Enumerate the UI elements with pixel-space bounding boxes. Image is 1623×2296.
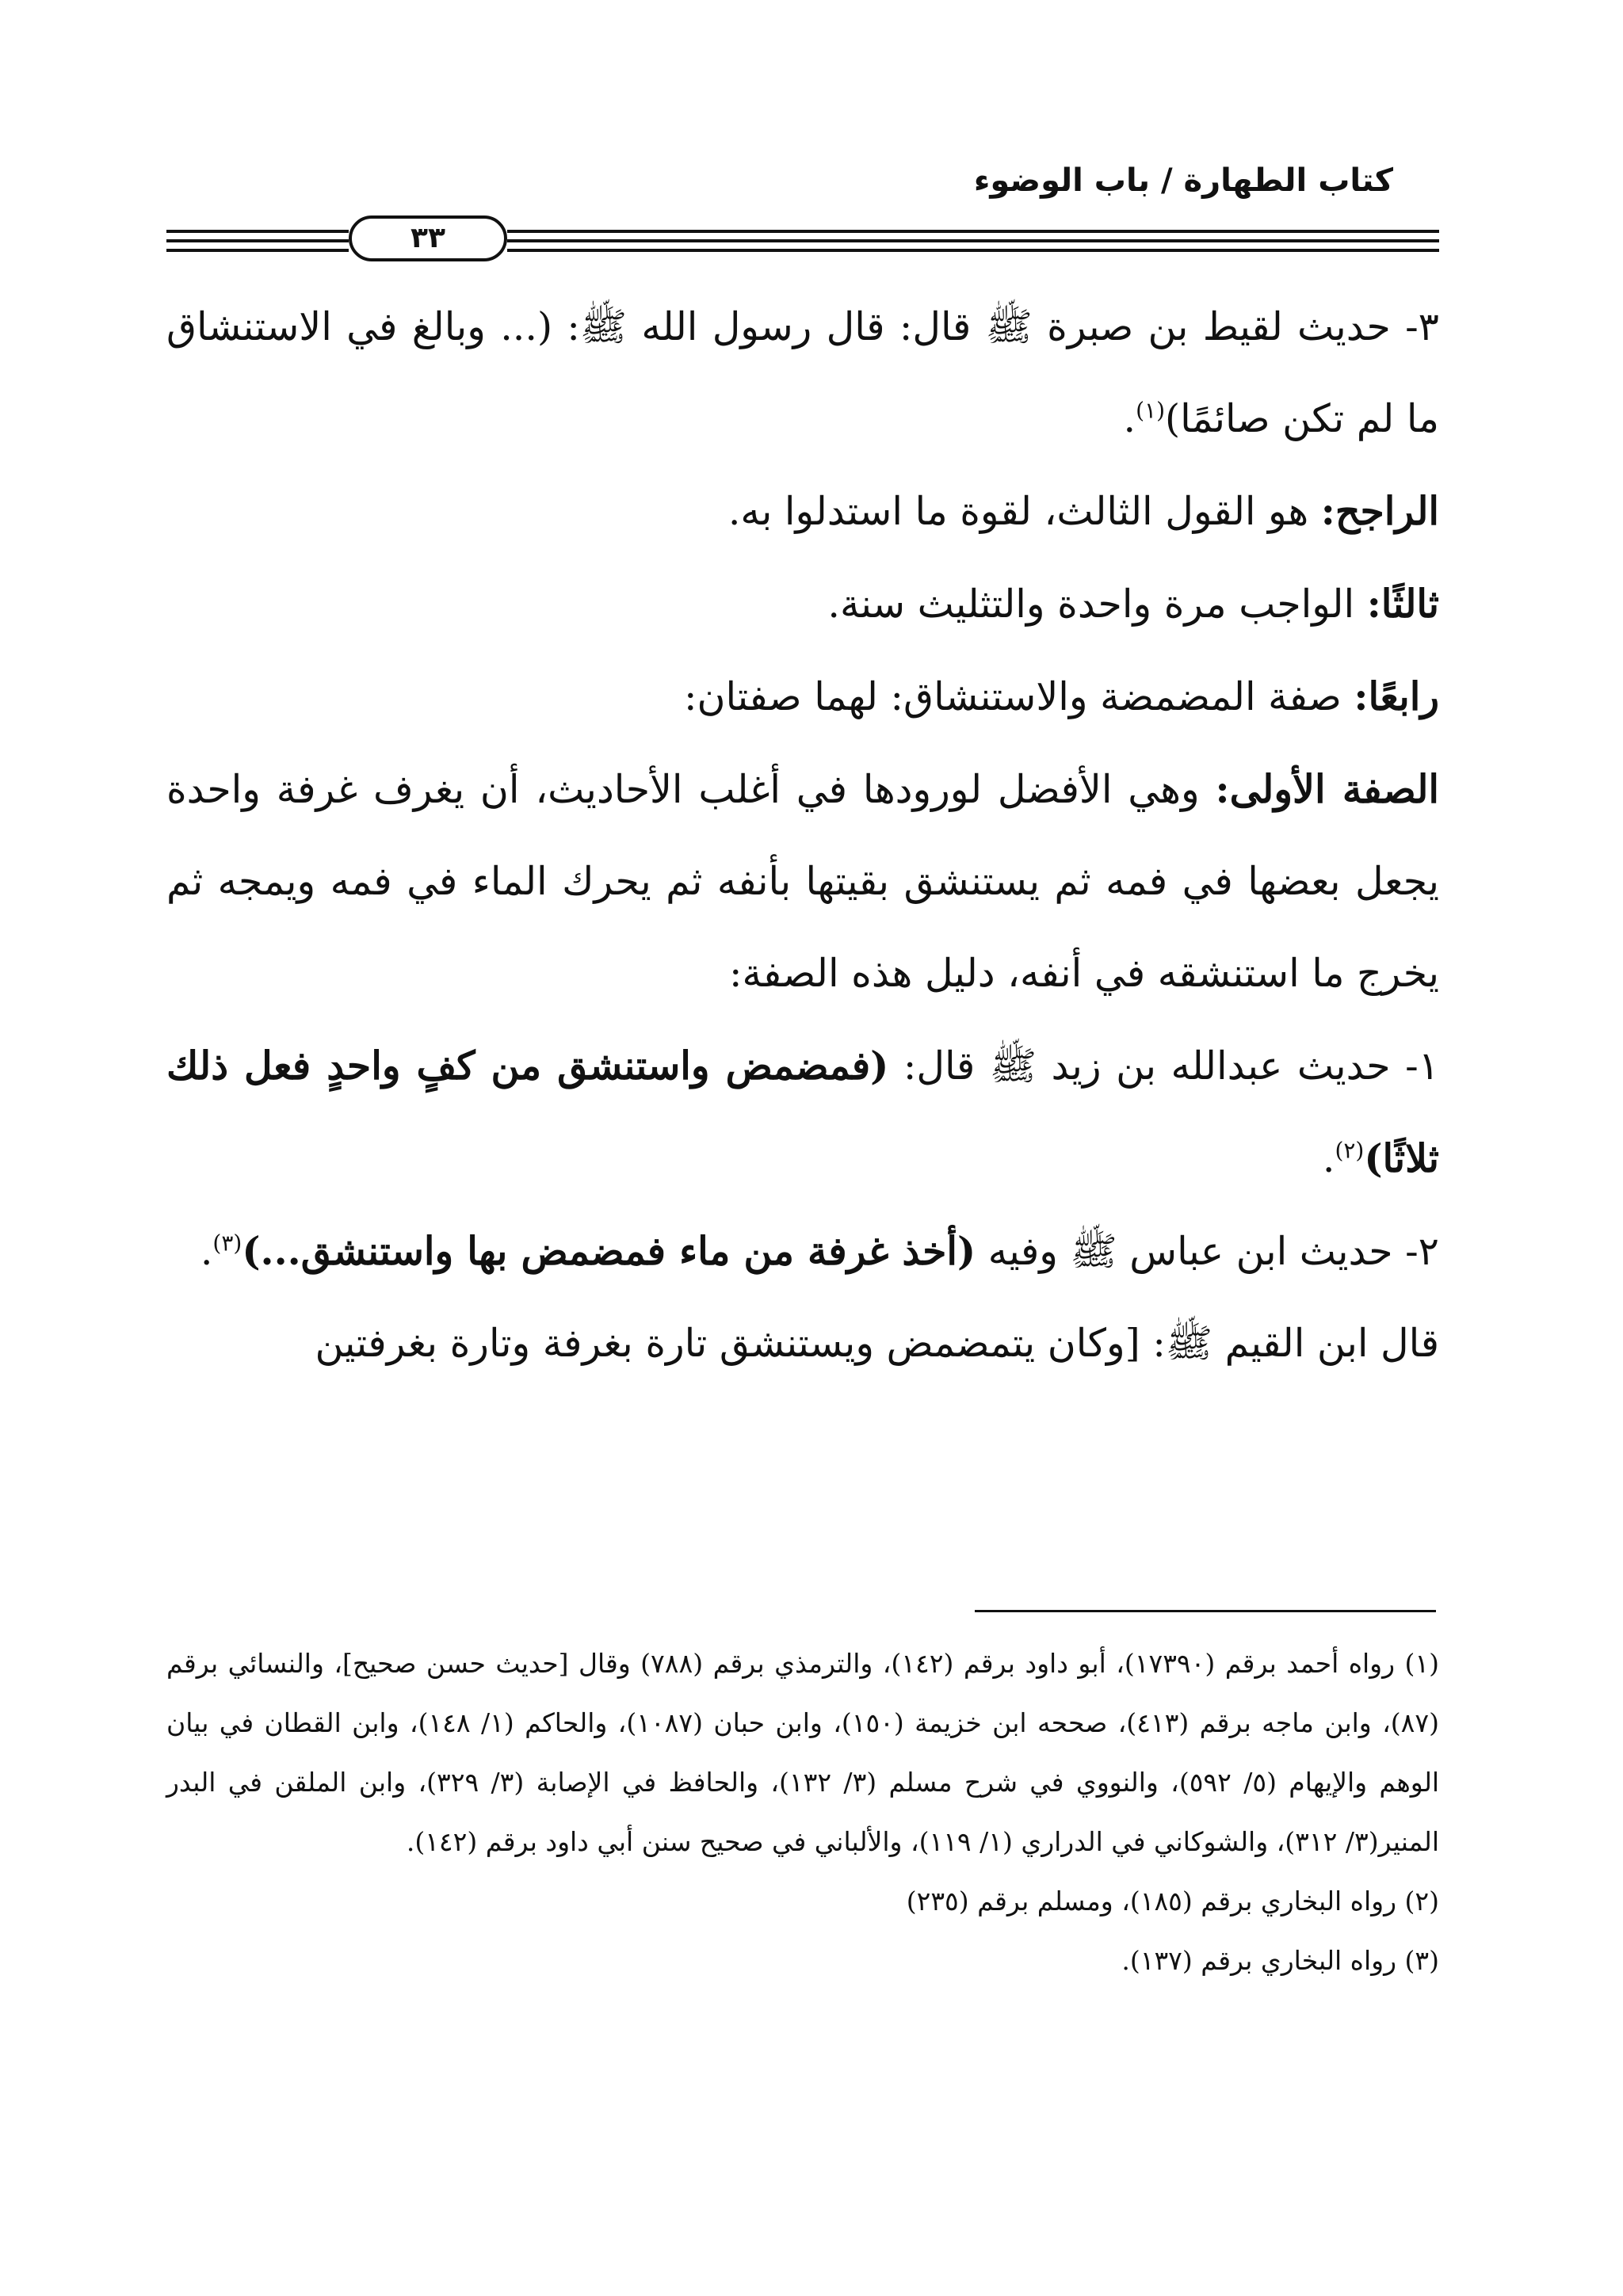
running-title: كتاب الطهارة / باب الوضوء <box>973 162 1393 199</box>
hadith-quote: (أخذ غرفة من ماء فمضمض بها واستنشق...) <box>242 1228 976 1274</box>
paragraph-rajih <box>166 465 1439 558</box>
rule-line <box>507 239 1439 242</box>
punctuation: . <box>200 1229 213 1274</box>
paragraph-hadith-abdullah <box>166 1020 1439 1205</box>
footnote-ref[interactable]: (٣) <box>212 1230 242 1257</box>
paragraph-rabian <box>166 650 1439 743</box>
footnote-2: (٢) رواه البخاري برقم (١٨٥)، ومسلم برقم (٢٣٥) <box>906 1886 1439 1917</box>
rule-line <box>166 239 349 242</box>
footnote-ref[interactable]: (٢) <box>1335 1137 1365 1164</box>
footnote-ref[interactable]: (١) <box>1136 397 1165 424</box>
footnote-3: (٣) رواه البخاري برقم (١٣٧). <box>1121 1945 1439 1976</box>
paragraph-ibn-qayyim: قال ابن القيم ﷺ: [وكان يتمضمض ويستنشق تارة بغرفة وتارة بغرفتين <box>315 1321 1439 1366</box>
rule-line <box>507 230 1439 233</box>
paragraph-text: هو القول الثالث، لقوة ما استدلوا به. <box>727 489 1321 534</box>
punctuation: . <box>1322 1136 1335 1181</box>
rule-line <box>166 230 349 233</box>
paragraph-text: وهي الأفضل لورودها في أغلب الأحاديث، أن يغرف غرفة واحدة يجعل بعضها في فمه ثم يستنشق بقيتها بأنفه ثم يحرك الماء في فمه ويمجه ثم يخرج ما استنشقه في أنفه، دليل هذه الصفة: <box>166 767 1439 996</box>
lead-term: الراجح: <box>1320 488 1439 534</box>
lead-term: ثالثًا: <box>1366 581 1439 627</box>
lead-term: الصفة الأولى: <box>1215 766 1439 812</box>
paragraph-hadith-laqit <box>166 281 1439 465</box>
paragraph-text: ١- حديث عبدالله بن زيد ﷺ قال: <box>888 1043 1439 1089</box>
footnotes <box>166 1634 1439 1990</box>
page-number: ٣٣ <box>349 215 507 261</box>
paragraph-hadith-ibn-abbas <box>166 1205 1439 1298</box>
punctuation: . <box>1123 396 1136 441</box>
paragraph-thalithan <box>166 558 1439 650</box>
paragraph-text: الواجب مرة واحدة والتثليث سنة. <box>827 582 1367 627</box>
body-text <box>166 281 1439 1390</box>
rule-line <box>166 249 349 252</box>
footnote-1: (١) رواه أحمد برقم (١٧٣٩٠)، أبو داود برقم (١٤٢)، والترمذي برقم (٧٨٨) وقال [حديث حسن صحيح]، والنسائي برقم (٨٧)، وابن ماجه برقم (٤١٣)، صححه ابن خزيمة (١٥٠)، وابن حبان (١٠٨٧)، والحاكم (١/ ١٤٨)، وابن القطان في بيان الوهم والإيهام (٥/ ٥٩٢)، والنووي في شرح مسلم (٣/ ١٣٢)، والحافظ في الإصابة (٣/ ٣٢٩)، وابن الملقن في البدر المنير(٣/ ٣١٢)، والشوكاني في الدراري (١/ ١١٩)، والألباني في صحيح سنن أبي داود برقم (١٤٢). <box>166 1648 1440 1857</box>
hadith-text: ٣- حديث لقيط بن صبرة ﷺ قال: قال رسول الله ﷺ: (... وبالغ في الاستنشاق ما لم تكن صائمًا) <box>166 304 1439 441</box>
header-rule <box>166 215 1439 263</box>
paragraph-text: ٢- حديث ابن عباس ﷺ وفيه <box>976 1229 1439 1274</box>
rule-line <box>507 249 1439 252</box>
footnote-separator <box>975 1610 1436 1612</box>
paragraph-text: صفة المضمضة والاستنشاق: لهما صفتان: <box>684 674 1354 719</box>
hadith-quote: (فمضمض واستنشق من كفٍ واحدٍ فعل ذلك ثلاثًا) <box>166 1043 1439 1181</box>
lead-term: رابعًا: <box>1354 673 1439 719</box>
paragraph-first-method <box>166 743 1439 1020</box>
